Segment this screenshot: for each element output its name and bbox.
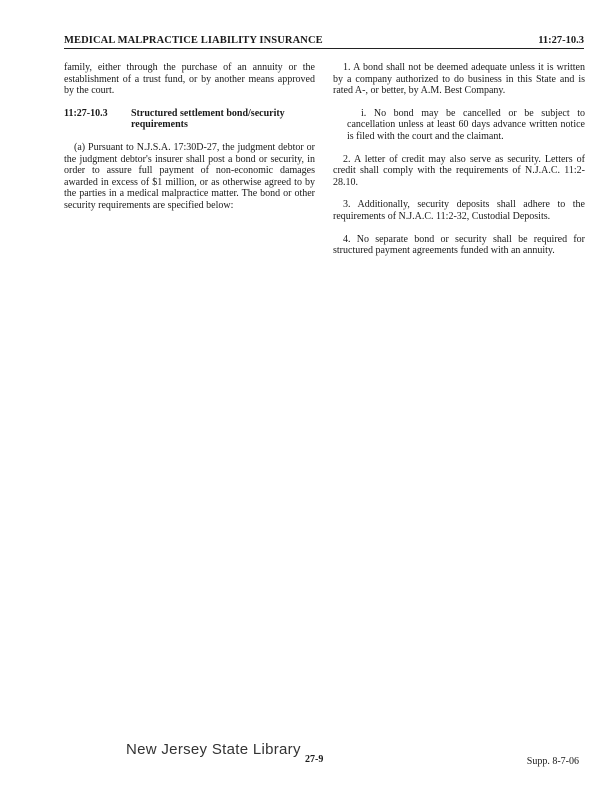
item-1: 1. A bond shall not be deemed adequate unless it is written by a company authorized to do business in this State and is rated A-, or better, by A.M. Best Company. (333, 62, 585, 97)
right-column (333, 62, 585, 268)
left-column (64, 62, 315, 223)
paragraph-a: (a) Pursuant to N.J.S.A. 17:30D-27, the judgment debtor or the judgment debtor's insurer shall post a bond or security, in order to assure full payment of non-economic damages awarded in excess of $1 million, or as otherwise agreed to by the parties in a medical malpractice matter. The bond or other security requirements are specified below: (64, 141, 315, 211)
item-1-i: i. No bond may be cancelled or be subject to cancellation unless at least 60 days advance written notice is filed with the court and the claimant. (347, 107, 585, 142)
section-title: Structured settlement bond/security requirements (131, 107, 285, 131)
item-4: 4. No separate bond or security shall be required for structured payment agreements funded with an annuity. (333, 233, 585, 257)
header-title: MEDICAL MALPRACTICE LIABILITY INSURANCE (64, 35, 323, 46)
supplement-date: Supp. 8-7-06 (526, 756, 579, 767)
section-heading (64, 108, 315, 131)
section-number: 11:27-10.3 (64, 107, 108, 119)
library-stamp: New Jersey State Library (126, 741, 301, 758)
header-divider (64, 48, 584, 49)
item-3: 3. Additionally, security deposits shall adhere to the requirements of N.J.A.C. 11:2-32, Custodial Deposits. (333, 199, 585, 222)
header-section-ref: 11:27-10.3 (538, 35, 584, 46)
page-number: 27-9 (305, 754, 324, 765)
item-2: 2. A letter of credit may also serve as security. Letters of credit shall comply with the requirements of N.J.A.C. 11:2-28.10. (333, 153, 585, 188)
continuation-paragraph: family, either through the purchase of an annuity or the establishment of a trust fund, or by another means approved by the court. (64, 62, 315, 97)
